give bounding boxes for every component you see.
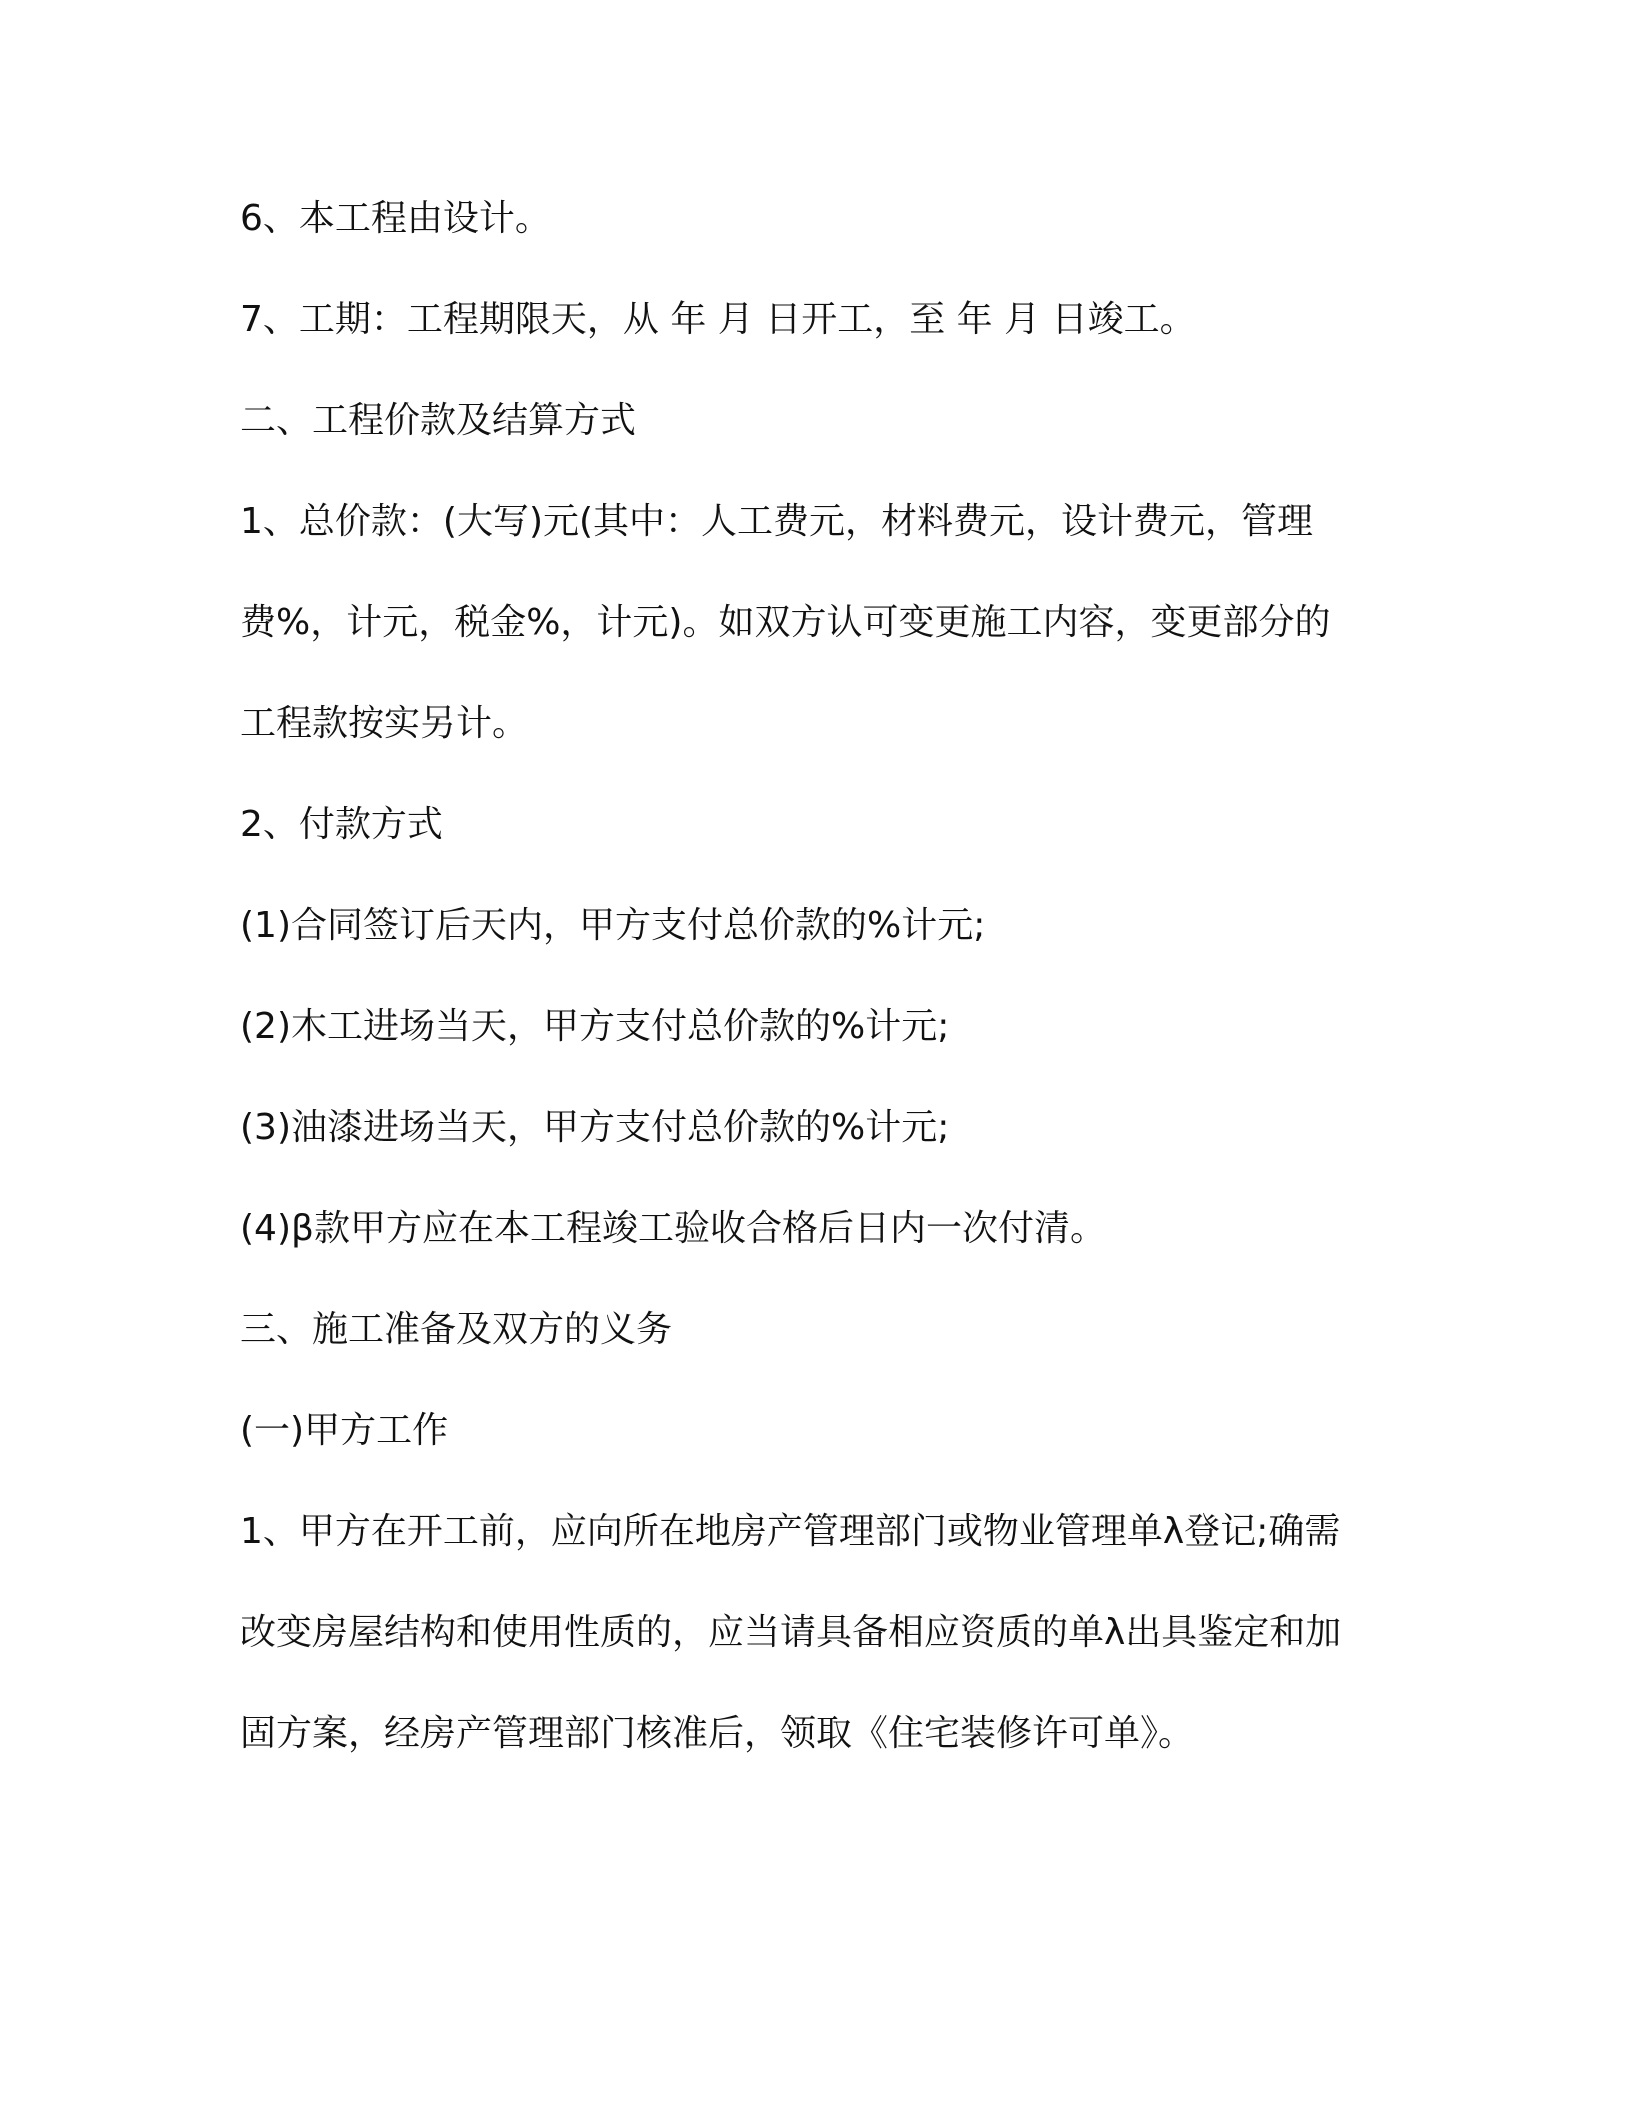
payment-item-4: (4)β款甲方应在本工程竣工验收合格后日内一次付清。 <box>240 1208 1106 1249</box>
total-price-line-2: 费%，计元，税金%，计元)。如双方认可变更施工内容，变更部分的 <box>240 602 1331 643</box>
clause-7-schedule: 7、工期：工程期限天，从 年 月 日开工，至 年 月 日竣工。 <box>240 299 1196 340</box>
payment-item-3: (3)油漆进场当天，甲方支付总价款的%计元; <box>240 1107 950 1148</box>
party-a-duty-line-3: 固方案，经房产管理部门核准后，领取《住宅装修许可单》。 <box>240 1713 1195 1754</box>
party-a-duty-line-1: 1、甲方在开工前，应向所在地房产管理部门或物业管理单λ登记;确需 <box>240 1511 1341 1552</box>
total-price-line-3: 工程款按实另计。 <box>240 703 529 744</box>
section-3-heading: 三、施工准备及双方的义务 <box>240 1309 673 1350</box>
payment-item-2: (2)木工进场当天，甲方支付总价款的%计元; <box>240 1006 950 1047</box>
document-body <box>240 186 1400 1802</box>
party-a-duty-line-2: 改变房屋结构和使用性质的，应当请具备相应资质的单λ出具鉴定和加 <box>240 1612 1342 1653</box>
payment-method-heading: 2、付款方式 <box>240 804 443 845</box>
payment-item-1: (1)合同签订后天内，甲方支付总价款的%计元; <box>240 905 986 946</box>
party-a-work-heading: (一)甲方工作 <box>240 1410 449 1451</box>
section-2-heading: 二、工程价款及结算方式 <box>240 400 637 441</box>
total-price-line-1: 1、总价款：(大写)元(其中：人工费元，材料费元，设计费元，管理 <box>240 501 1314 542</box>
clause-6-design: 6、本工程由设计。 <box>240 198 551 239</box>
